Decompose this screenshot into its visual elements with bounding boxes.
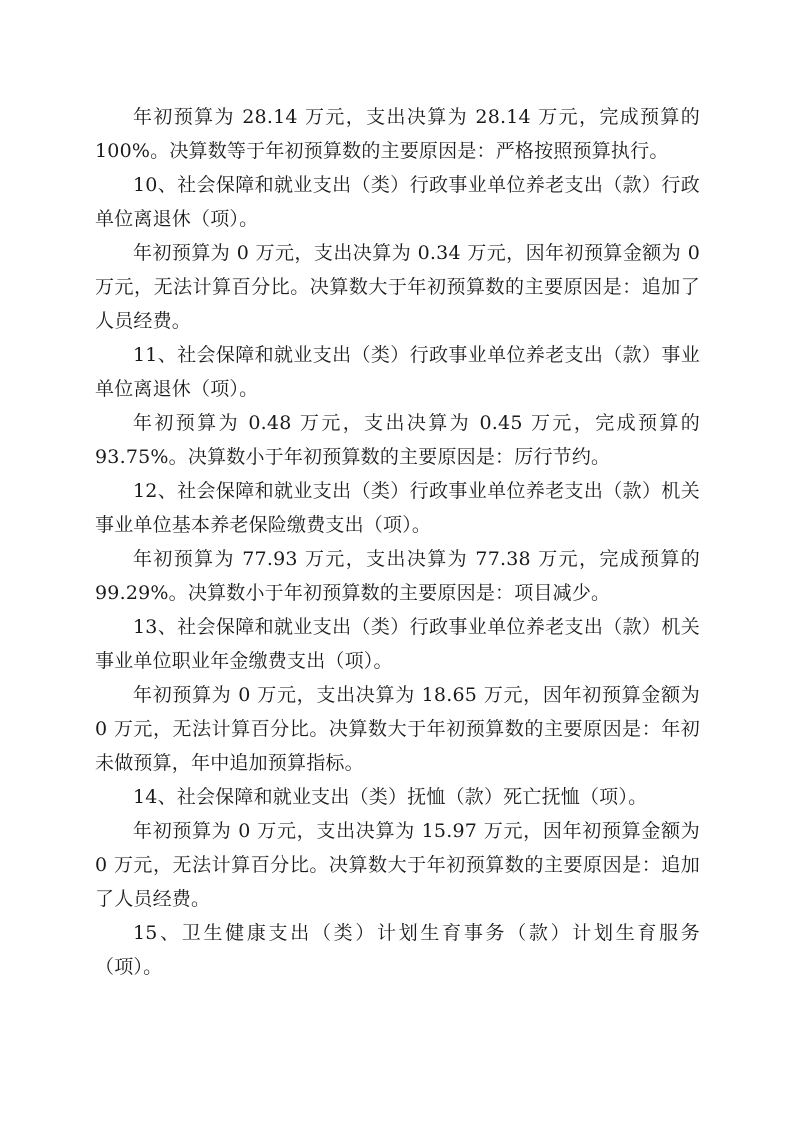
paragraph-item-10-heading: 10、社会保障和就业支出（类）行政事业单位养老支出（款）行政单位离退休（项）。	[95, 174, 700, 230]
paragraph-item-13-heading: 13、社会保障和就业支出（类）行政事业单位养老支出（款）机关事业单位职业年金缴费支出（项）。	[95, 616, 700, 672]
paragraph-budget-item-9-detail: 年初预算为 28.14 万元，支出决算为 28.14 万元，完成预算的100%。决算数等于年初预算数的主要原因是：严格按照预算执行。	[95, 106, 700, 162]
paragraph-item-11-detail: 年初预算为 0.48 万元，支出决算为 0.45 万元，完成预算的93.75%。决算数小于年初预算数的主要原因是：厉行节约。	[95, 412, 700, 468]
paragraph-item-12-detail: 年初预算为 77.93 万元，支出决算为 77.38 万元，完成预算的99.29%。决算数小于年初预算数的主要原因是：项目减少。	[95, 548, 700, 604]
paragraph-item-13-detail: 年初预算为 0 万元，支出决算为 18.65 万元，因年初预算金额为 0 万元，无法计算百分比。决算数大于年初预算数的主要原因是：年初未做预算，年中追加预算指标。	[95, 684, 700, 774]
paragraph-item-15-heading: 15、卫生健康支出（类）计划生育事务（款）计划生育服务（项）。	[95, 922, 700, 978]
paragraph-item-14-detail: 年初预算为 0 万元，支出决算为 15.97 万元，因年初预算金额为 0 万元，无法计算百分比。决算数大于年初预算数的主要原因是：追加了人员经费。	[95, 820, 700, 910]
document-body	[95, 100, 700, 984]
paragraph-item-14-heading: 14、社会保障和就业支出（类）抚恤（款）死亡抚恤（项）。	[133, 786, 648, 808]
paragraph-item-11-heading: 11、社会保障和就业支出（类）行政事业单位养老支出（款）事业单位离退休（项）。	[95, 344, 700, 400]
paragraph-item-12-heading: 12、社会保障和就业支出（类）行政事业单位养老支出（款）机关事业单位基本养老保险缴费支出（项）。	[95, 480, 700, 536]
paragraph-item-10-detail: 年初预算为 0 万元，支出决算为 0.34 万元，因年初预算金额为 0 万元，无法计算百分比。决算数大于年初预算数的主要原因是：追加了人员经费。	[95, 242, 700, 332]
